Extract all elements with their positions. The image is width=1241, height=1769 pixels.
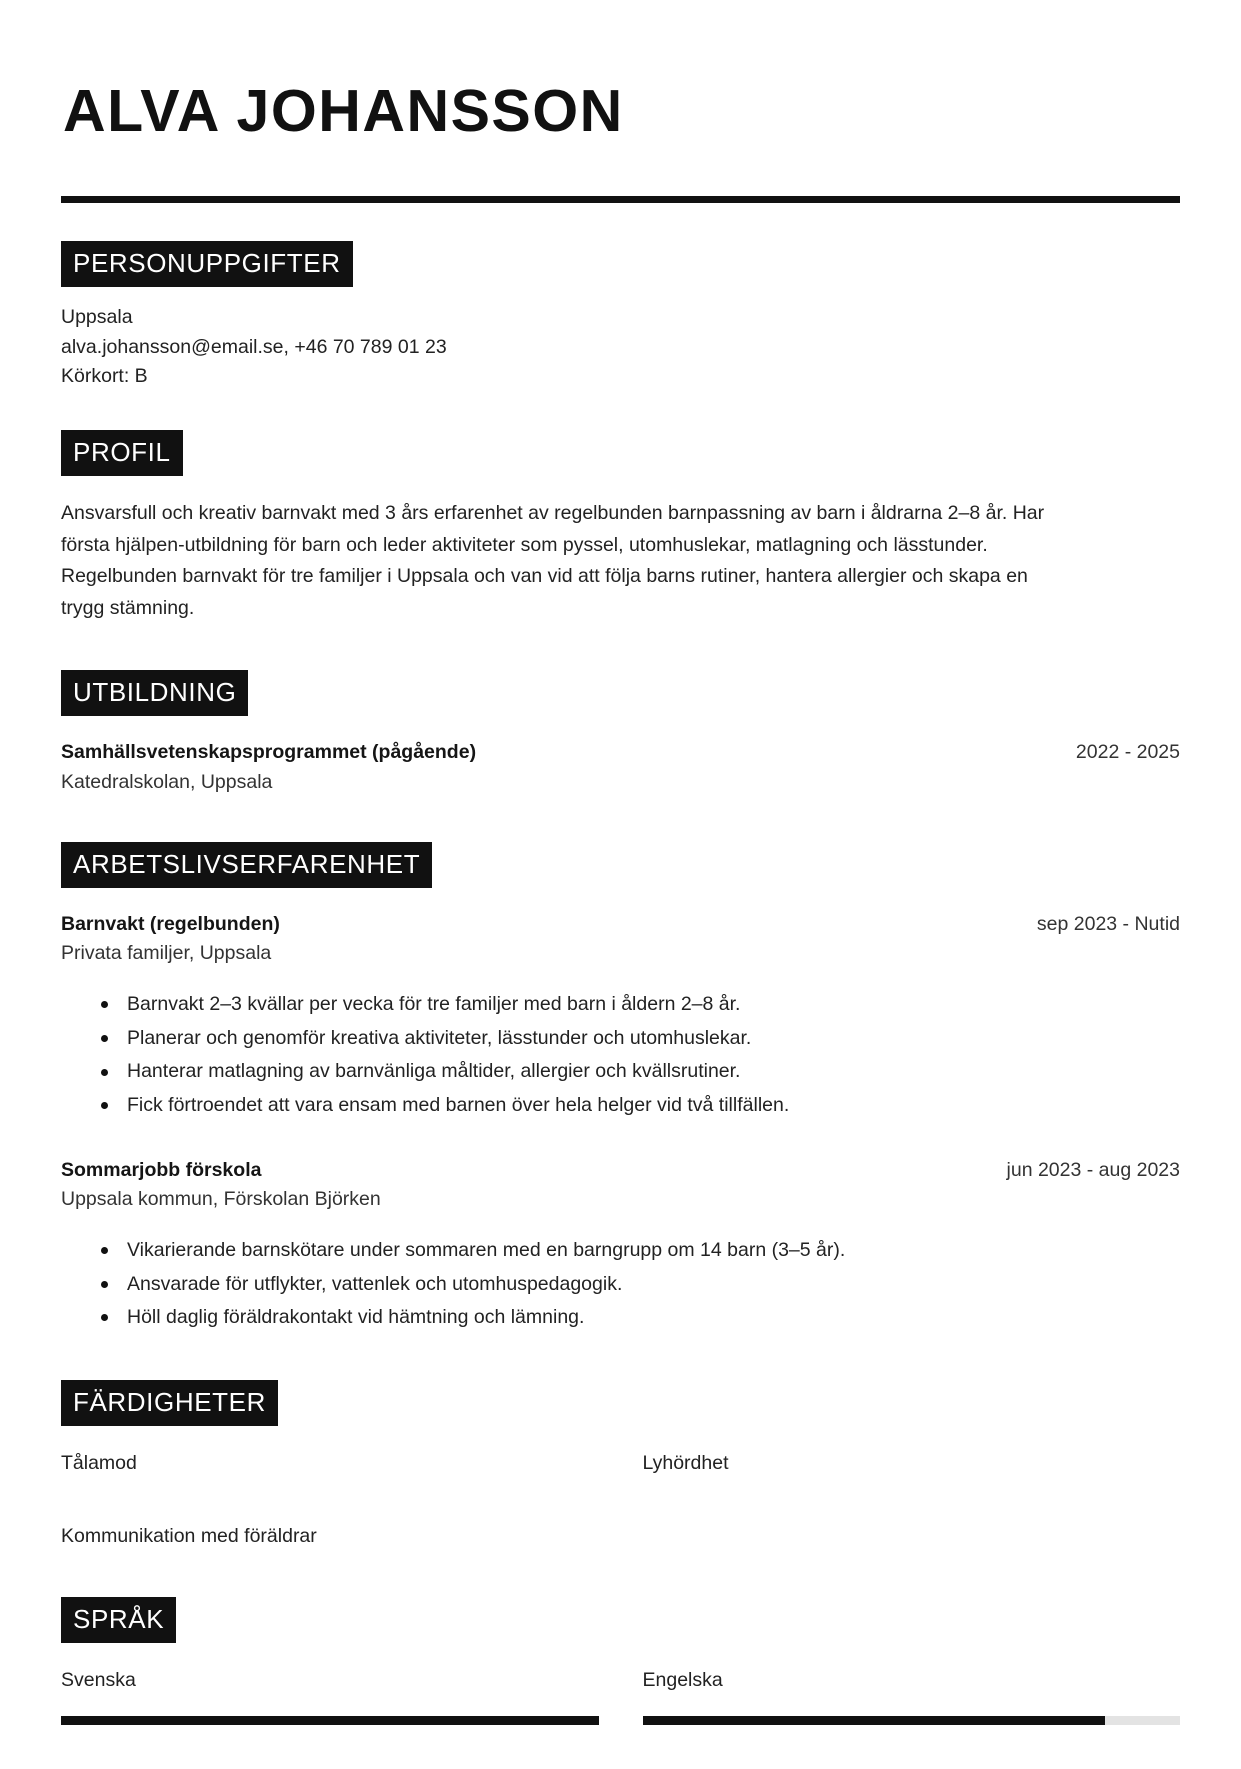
language-name: Engelska (642, 1668, 723, 1691)
language-item (61, 1667, 599, 1725)
list-item-text: Barnvakt 2–3 kvällar per vecka för tre familjer med barn i åldern 2–8 år. (127, 993, 741, 1016)
list-item (99, 1235, 1180, 1267)
header-divider (61, 196, 1180, 203)
list-item (99, 1269, 1180, 1301)
section-heading-skills: FÄRDIGHETER (61, 1380, 278, 1426)
contact-block (61, 303, 1180, 392)
language-level-fill (643, 1716, 1105, 1725)
language-level-fill (61, 1716, 599, 1725)
section-heading-row (61, 1380, 1180, 1426)
section-personal-details (61, 241, 1180, 392)
language-level-track (643, 1716, 1181, 1725)
list-item-text: Planerar och genomför kreativa aktiviteter, lässtunder och utomhuslekar. (127, 1026, 752, 1049)
section-heading-row (61, 241, 1180, 287)
experience-date: jun 2023 - aug 2023 (1006, 1158, 1180, 1181)
experience-entry (61, 910, 1180, 1122)
education-institution: Katedralskolan, Uppsala (61, 770, 273, 793)
bullet-dot-icon (101, 1314, 108, 1321)
section-heading-row (61, 430, 1180, 476)
list-item (99, 1302, 1180, 1334)
list-item-text: Höll daglig föräldrakontakt vid hämtning och lämning. (127, 1306, 585, 1329)
bullet-dot-icon (101, 1102, 108, 1109)
section-heading-row (61, 670, 1180, 716)
experience-employer: Privata familjer, Uppsala (61, 942, 272, 965)
education-date: 2022 - 2025 (1075, 741, 1180, 764)
contact-location: Uppsala (61, 306, 133, 329)
entry-header (61, 1156, 1180, 1184)
experience-bullet-list (99, 1235, 1180, 1334)
skills-grid (61, 1450, 1180, 1551)
section-heading-education: UTBILDNING (61, 670, 248, 716)
experience-date: sep 2023 - Nutid (1036, 912, 1180, 935)
language-level-track (61, 1716, 599, 1725)
skill-item: Lyhördhet (642, 1451, 729, 1474)
list-item (99, 1090, 1180, 1122)
section-heading-personal-details: PERSONUPPGIFTER (61, 241, 353, 287)
section-heading-row (61, 842, 1180, 888)
list-item (99, 1023, 1180, 1055)
list-item (99, 989, 1180, 1021)
list-item-text: Hanterar matlagning av barnvänliga måltider, allergier och kvällsrutiner. (127, 1060, 741, 1083)
list-item (99, 1056, 1180, 1088)
list-item-text: Vikarierande barnskötare under sommaren med en barngrupp om 14 barn (3–5 år). (127, 1239, 846, 1262)
section-work-experience (61, 842, 1180, 1334)
experience-title: Barnvakt (regelbunden) (61, 912, 280, 935)
list-item-text: Ansvarade för utflykter, vattenlek och utomhuspedagogik. (127, 1272, 623, 1295)
bullet-dot-icon (101, 1247, 108, 1254)
education-entry (61, 738, 1180, 796)
section-heading-profile: PROFIL (61, 430, 183, 476)
section-skills (61, 1380, 1180, 1551)
contact-drivers-license: Körkort: B (61, 365, 148, 388)
section-heading-languages: SPRÅK (61, 1597, 176, 1643)
experience-entry (61, 1156, 1180, 1334)
experience-bullet-list (99, 989, 1180, 1121)
experience-title: Sommarjobb förskola (61, 1158, 262, 1181)
section-languages (61, 1597, 1180, 1725)
languages-grid (61, 1667, 1180, 1725)
language-name: Svenska (61, 1668, 136, 1691)
bullet-dot-icon (101, 1069, 108, 1076)
language-item (643, 1667, 1181, 1725)
bullet-dot-icon (101, 1001, 108, 1008)
skill-item: Tålamod (61, 1451, 137, 1474)
section-heading-work-experience: ARBETSLIVSERFARENHET (61, 842, 432, 888)
bullet-dot-icon (101, 1035, 108, 1042)
experience-employer: Uppsala kommun, Förskolan Björken (61, 1187, 381, 1210)
entry-header (61, 738, 1180, 766)
skill-item: Kommunikation med föräldrar (61, 1525, 317, 1548)
list-item-text: Fick förtroendet att vara ensam med barnen över hela helger vid två tillfällen. (127, 1094, 790, 1117)
bullet-dot-icon (101, 1281, 108, 1288)
contact-email-phone[interactable]: alva.johansson@email.se, +46 70 789 01 23 (61, 335, 447, 358)
profile-summary-text: Ansvarsfull och kreativ barnvakt med 3 års erfarenhet av regelbunden barnpassning av barn i åldrarna 2–8 år. Har första hjälpen-utbildning för barn och leder aktiviteter som pyssel, utomhuslekar, matlagning och lässtunder. Regelbunden barnvakt för tre familjer i Uppsala och van vid att följa barns rutiner, hantera allergier och skapa en trygg stämning. (61, 501, 1045, 619)
page-title: ALVA JOHANSSON (63, 78, 624, 144)
entry-header (61, 910, 1180, 938)
section-profile (61, 430, 1180, 624)
education-title: Samhällsvetenskapsprogrammet (pågående) (61, 741, 477, 764)
section-heading-row (61, 1597, 1180, 1643)
section-education (61, 670, 1180, 796)
